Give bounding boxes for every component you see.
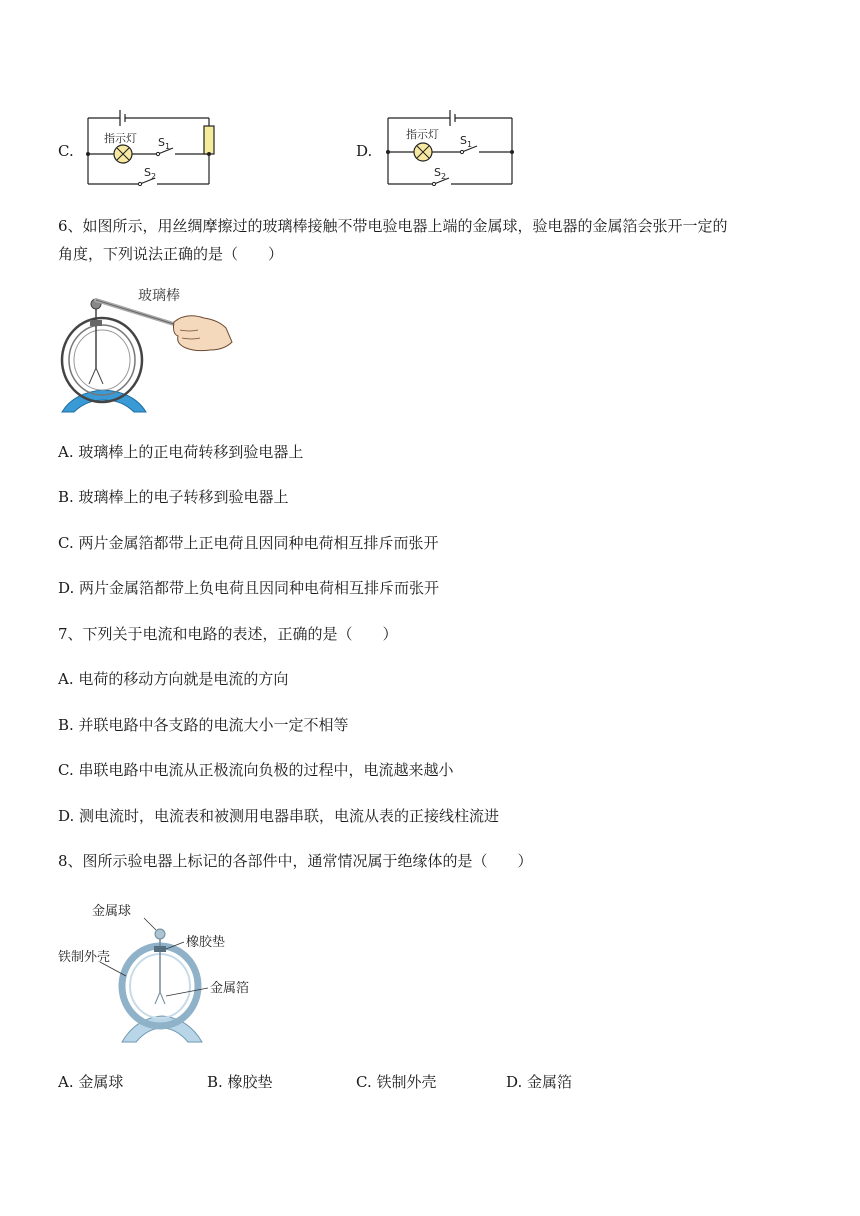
iron-shell-label: 铁制外壳 (58, 950, 111, 965)
q6-option-b: B. 玻璃棒上的电子转移到验电器上 (58, 488, 289, 506)
metal-foil-icon (155, 992, 165, 1004)
metal-ball-label: 金属球 (92, 904, 132, 919)
option-c-label: C. (58, 142, 74, 160)
q6-stem-line2: 角度，下列说法正确的是（ ） (58, 245, 284, 263)
q7-option-c: C. 串联电路中电流从正极流向负极的过程中，电流越来越小 (58, 761, 454, 779)
q6-stem-line1: 6、如图所示，用丝绸摩擦过的玻璃棒接触不带电验电器上端的金属球，验电器的金属箔会张开一定的 (58, 217, 728, 235)
q6-option-d: D. 两片金属箔都带上负电荷且因同种电荷相互排斥而张开 (58, 579, 440, 597)
lamp-label: 指示灯 (406, 128, 439, 141)
glass-rod-label: 玻璃棒 (138, 288, 180, 304)
foil-icon (89, 368, 103, 384)
lamp-label: 指示灯 (104, 132, 137, 145)
pad-icon (90, 320, 102, 326)
switch-s1-label: $S_1$ (460, 134, 473, 149)
circuit-diagram-c (78, 104, 228, 190)
q6-option-a: A. 玻璃棒上的正电荷转移到验电器上 (58, 443, 304, 461)
q8-option-b: B. 橡胶垫 (207, 1073, 273, 1091)
q7-option-a: A. 电荷的移动方向就是电流的方向 (58, 670, 289, 688)
switch-s2-label: $S_2$ (144, 166, 157, 181)
q8-stem: 8、图所示验电器上标记的各部件中，通常情况属于绝缘体的是（ ） (58, 852, 533, 870)
circuit-diagram-d (378, 104, 528, 190)
metal-foil-label: 金属箔 (210, 981, 250, 996)
q8-option-d: D. 金属箔 (506, 1073, 573, 1091)
q7-option-b: B. 并联电路中各支路的电流大小一定不相等 (58, 716, 349, 734)
q7-stem: 7、下列关于电流和电路的表述，正确的是（ ） (58, 625, 398, 643)
q8-option-c: C. 铁制外壳 (356, 1073, 437, 1091)
q8-option-a: A. 金属球 (58, 1073, 124, 1091)
hand-icon (174, 316, 233, 351)
rubber-pad-label: 橡胶垫 (186, 935, 226, 950)
option-d-label: D. (356, 142, 373, 160)
switch-s2-label: $S_2$ (434, 166, 447, 181)
rubber-pad-icon (154, 946, 166, 952)
q7-option-d: D. 测电流时，电流表和被测用电器串联，电流从表的正接线柱流进 (58, 807, 500, 825)
resistor-icon (204, 126, 214, 154)
electroscope-parts-figure (56, 896, 266, 1046)
metal-ball-icon (155, 929, 165, 939)
switch-s1-label: $S_1$ (158, 136, 171, 151)
electroscope-glass-rod-figure (56, 284, 236, 418)
q6-option-c: C. 两片金属箔都带上正电荷且因同种电荷相互排斥而张开 (58, 534, 439, 552)
